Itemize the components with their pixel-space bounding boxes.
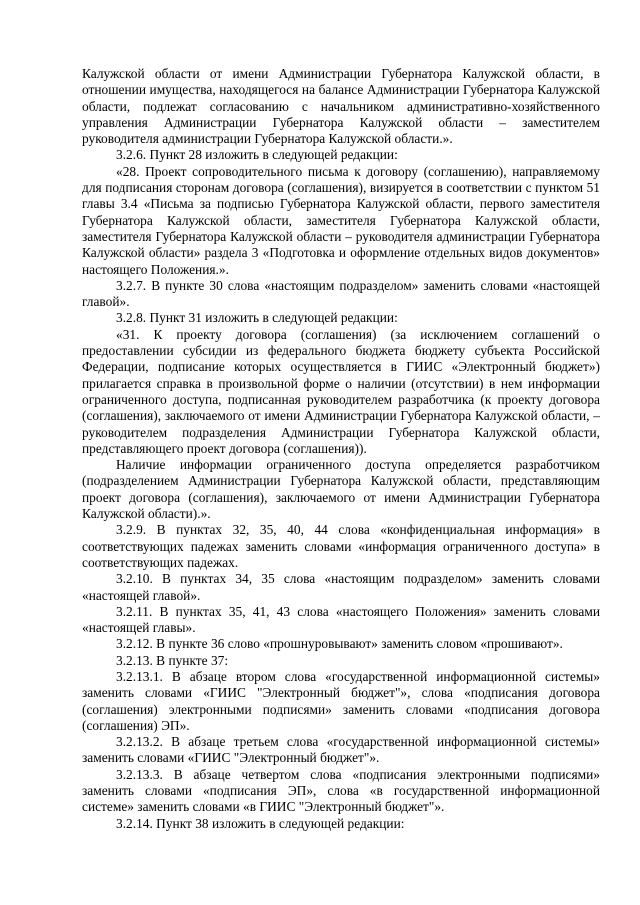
paragraph-3-2-13-2: 3.2.13.2. В абзаце третьем слова «государственной информационной системы» заменить словами «ГИИС "Электронный бюджет"». xyxy=(82,734,600,766)
paragraph-3-2-13: 3.2.13. В пункте 37: xyxy=(116,652,229,668)
paragraph-3-2-13-3: 3.2.13.3. В абзаце четвертом слова «подписания электронными подписями» заменить словами «подписания ЭП», слова «в государственной информационной системе» заменить словами «в ГИИС "Электронный бюджет"». xyxy=(82,766,600,815)
paragraph-point-28: «28. Проект сопроводительного письма к договору (соглашению), направляемому для подписания сторонам договора (соглашения), визируется в соответствии с пунктом 51 главы 3.4 «Письма за подписью Губернатора Калужской области, первого заместителя Губернатора Калужской области, заместителя Губернатора Калужской области, заместителя Губернатора Калужской области – руководителя администрации Губернатора Калужской области» раздела 3 «Подготовка и оформление отдельных видов документов» настоящего Положения.». xyxy=(82,163,600,277)
paragraph-point-31-continued: Наличие информации ограниченного доступа определяется разработчиком (подразделением Администрации Губернатора Калужской области, представляющим проект договора (соглашения), заключаемого от имени Администрации Губернатора Калужской области).». xyxy=(82,457,600,522)
paragraph-3-2-13-1: 3.2.13.1. В абзаце втором слова «государственной информационной системы» заменить словами «ГИИС "Электронный бюджет"», слова «подписания договора (соглашения) электронными подписями» заменить словами «подписания договора (соглашения) ЭП». xyxy=(82,668,600,733)
paragraph-3-2-8: 3.2.8. Пункт 31 изложить в следующей редакции: xyxy=(116,310,398,326)
paragraph-3-2-7: 3.2.7. В пункте 30 слова «настоящим подразделом» заменить словами «настоящей главой». xyxy=(82,277,600,310)
paragraph-3-2-14: 3.2.14. Пункт 38 изложить в следующей редакции: xyxy=(116,815,405,831)
paragraph-point-31: «31. К проекту договора (соглашения) (за исключением соглашений о предоставлении субсидии из федерального бюджета бюджету субъекта Российской Федерации, подписание которых осуществляется в ГИИС «Электронный бюджет») прилагается справка в произвольной форме о наличии (отсутствии) в нем информации ограниченного доступа, подписанная руководителем разработчика (к проекту договора (соглашения), заключаемого от имени Администрации Губернатора Калужской области, – руководителем подразделения Администрации Губернатора Калужской области, представляющего проект договора (соглашения)). xyxy=(82,326,600,456)
paragraph-3-2-11: 3.2.11. В пунктах 35, 41, 43 слова «настоящего Положения» заменить словами «настоящей главы». xyxy=(82,603,600,636)
paragraph-3-2-6: 3.2.6. Пункт 28 изложить в следующей редакции: xyxy=(116,147,398,163)
paragraph-continuation: Калужской области от имени Администрации Губернатора Калужской области, в отношении имущества, находящегося на балансе Администрации Губернатора Калужской области, подлежат согласованию с начальником административно-хозяйственного управления Администрации Губернатора Калужской области – заместителем руководителя администрации Губернатора Калужской области.». xyxy=(82,66,600,147)
paragraph-3-2-9: 3.2.9. В пунктах 32, 35, 40, 44 слова «конфиденциальная информация» в соответствующих падежах заменить словами «информация ограниченного доступа» в соответствующих падежах. xyxy=(82,522,600,570)
paragraph-3-2-12: 3.2.12. В пункте 36 слово «прошнуровывают» заменить словом «прошивают». xyxy=(116,636,563,652)
paragraph-3-2-10: 3.2.10. В пунктах 34, 35 слова «настоящим подразделом» заменить словами «настоящей главой». xyxy=(82,571,600,603)
